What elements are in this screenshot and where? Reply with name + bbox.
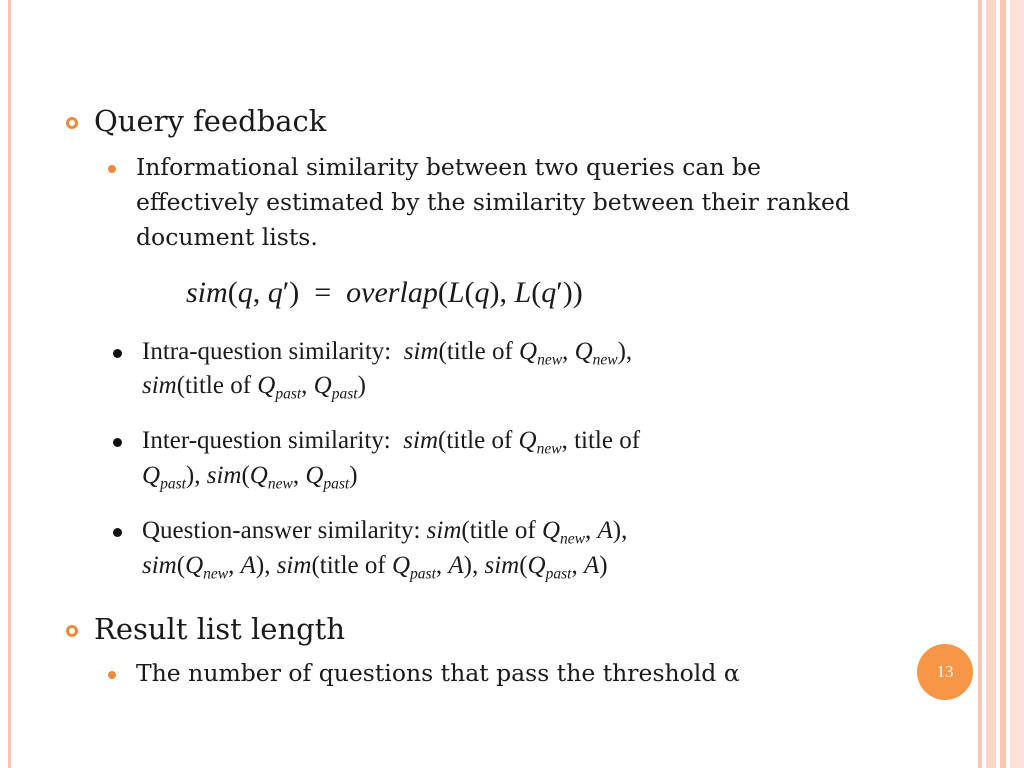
similarity-equation: sim(q, q′) = overlap(L(q), L(q′)) — [186, 276, 583, 309]
question-answer-line1: Question-answer similarity: sim(title of $Q_{new}$, A), — [142, 517, 628, 548]
dot-bullet-icon — [108, 671, 116, 679]
bullet-informational-similarity: Informational similarity between two queries can be effectively estimated by the similarity between their ranked document lists. — [136, 153, 850, 251]
bullet-threshold: The number of questions that pass the threshold α — [136, 659, 740, 687]
black-dot-bullet-icon — [113, 349, 122, 358]
inter-question-line2: $Q_{past}$), $sim(Q_{new}$, $Q_{past}$) — [142, 462, 358, 493]
black-dot-bullet-icon — [113, 438, 122, 447]
dot-bullet-icon — [108, 165, 116, 173]
black-dot-bullet-icon — [113, 528, 122, 537]
inter-question-label: Inter-question similarity: — [142, 427, 391, 454]
bullet-query-feedback: Query feedback — [94, 104, 327, 138]
question-answer-label: Question-answer similarity: — [142, 517, 421, 544]
page-number: 13 — [936, 662, 954, 681]
inter-question-line1: Inter-question similarity: sim(title of $Q_{new}$, title of — [142, 427, 641, 458]
bullet-result-list-length: Result list length — [94, 612, 346, 646]
page-number-badge — [917, 644, 973, 700]
intra-question-line2: sim(title of $Q_{past}$, $Q_{past}$) — [142, 372, 366, 403]
intra-question-line1: Intra-question similarity: sim(title of $Q_{new}$, $Q_{new}$), — [142, 338, 633, 369]
question-answer-line2: $sim(Q_{new}$, A), sim(title of $Q_{past}$, A), $sim(Q_{past}$, A) — [142, 552, 608, 583]
right-decorative-stripes — [978, 0, 1024, 768]
left-border-line — [8, 0, 11, 768]
ring-bullet-icon — [66, 117, 78, 129]
ring-bullet-icon — [66, 625, 78, 637]
intra-question-label: Intra-question similarity: — [142, 338, 392, 365]
